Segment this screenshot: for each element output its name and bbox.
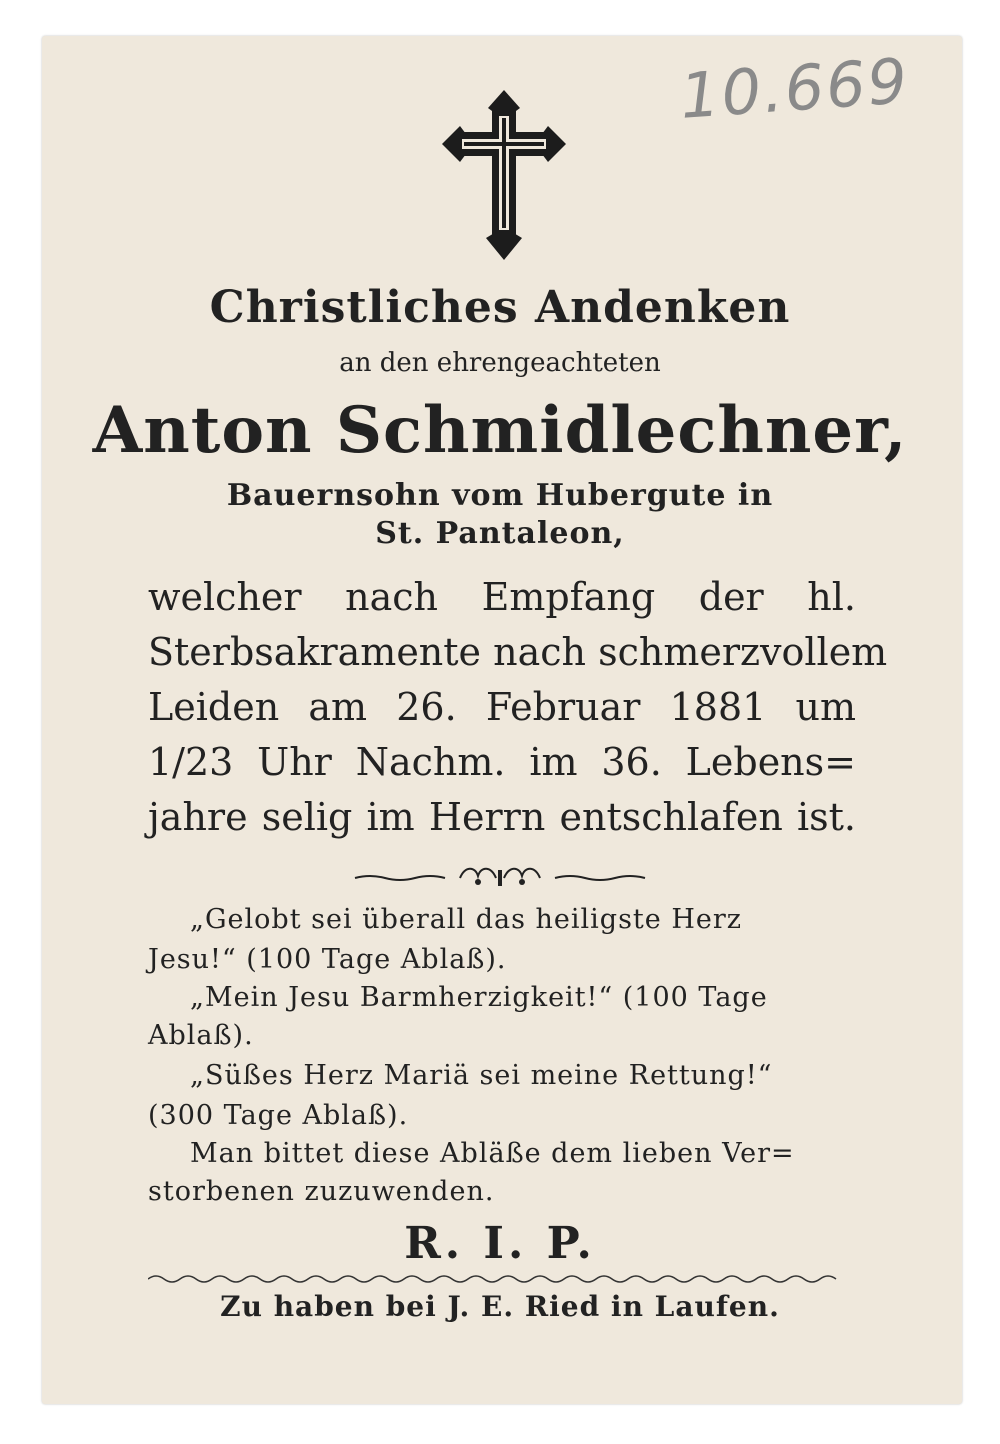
occupation-line-2: St. Pantaleon, (375, 516, 625, 551)
body-line-5: jahre selig im Herrn entschlafen ist. (148, 795, 856, 839)
prayer-1-line-1: „Gelobt sei überall das heiligste Herz (190, 904, 743, 935)
prayer-2-line-2: Ablaß). (148, 1020, 254, 1051)
prayer-2-line-1: „Mein Jesu Barmherzigkeit!“ (100 Tage (190, 982, 768, 1013)
body-line-1: welcher nach Empfang der hl. (148, 575, 856, 619)
body-line-4: 1/23 Uhr Nachm. im 36. Lebens= (148, 740, 856, 784)
pencil-inventory-number: 10.669 (677, 44, 912, 133)
printer-imprint: Zu haben bei J. E. Ried in Laufen. (220, 1290, 780, 1323)
rip-inscription: R. I. P. (404, 1218, 596, 1269)
wavy-divider (148, 1272, 840, 1286)
request-line-1: Man bittet diese Abläße dem lieben Ver= (190, 1138, 795, 1169)
heading: Christliches Andenken (209, 282, 791, 333)
ornament-divider (350, 862, 650, 892)
body-line-3: Leiden am 26. Februar 1881 um (148, 685, 856, 729)
prayer-3-line-1: „Süßes Herz Mariä sei meine Rettung!“ (190, 1060, 773, 1091)
occupation-line-1: Bauernsohn vom Hubergute in (226, 478, 774, 513)
prayer-1-line-2: Jesu!“ (100 Tage Ablaß). (148, 944, 507, 975)
body-line-2: Sterbsakramente nach schmerzvollem (148, 630, 888, 674)
deceased-name: Anton Schmidlechner, (92, 393, 908, 468)
request-line-2: storbenen zuzuwenden. (148, 1176, 495, 1207)
cross-icon (442, 88, 566, 263)
dedication: an den ehrengeachteten (339, 348, 661, 378)
prayer-3-line-2: (300 Tage Ablaß). (148, 1100, 409, 1131)
